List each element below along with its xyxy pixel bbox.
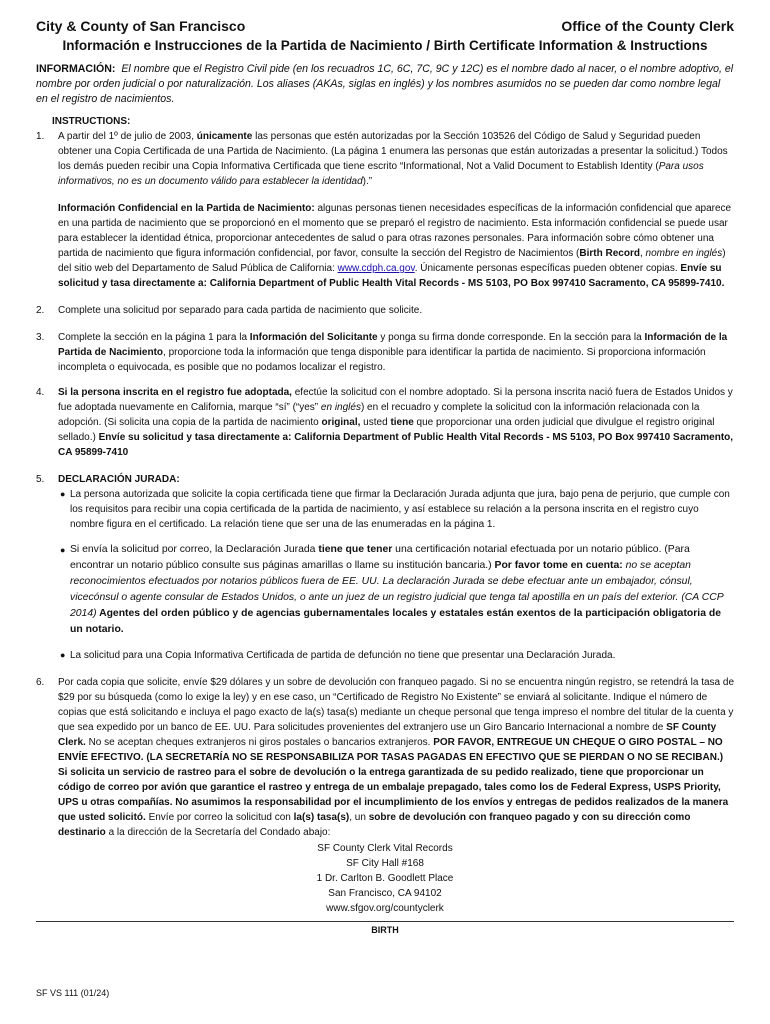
item-4-text bbox=[58, 385, 734, 460]
text-run: Por cada copia que solicite, envíe $29 dólares y un sobre de devolución con franqueo pagado. Si no se encuentra ningún registro, se retendrá la tasa de $29 por su búsqueda (como lo exige la ley) y en ese caso, un “Certificado de Registro No Existente” se enviará al solicitante. Indique el número de copias que está solicitando e incluya el pago exacto de la(s) tasa(s) mediante un cheque personal que tenga impreso el nombre del titular de la cuenta y que sea expedido por un banco de EE. UU. Para solicitudes provenientes del extranjero use un Giro Bancario Internacional a nombre de bbox=[58, 677, 735, 733]
address-line: SF County Clerk Vital Records bbox=[317, 843, 453, 854]
text-run-italic: no se aceptan reconocimientos efectuados por notarios públicos fuera de EE. UU. La declaración Jurada se debe efectuar ante un embajador, cónsul, vicecónsul o agente consular de Estados Unidos, o ante un juez de un registro judicial que tenga tal apostilla en un país del exterior. (CA CCP 2014) bbox=[70, 560, 724, 619]
affidavit-title: DECLARACIÓN JURADA: bbox=[58, 474, 180, 485]
item-number: 6. bbox=[36, 677, 45, 688]
text-run: , proporcione toda la información que tenga disponible para identificar la partida de nacimiento. Si proporciona información incompleta o equivocada, es posible que no podamos localizar el registro. bbox=[58, 347, 706, 373]
text-run-bold: original, bbox=[321, 417, 361, 428]
spacer bbox=[36, 318, 734, 330]
item-2-text: Complete una solicitud por separado para cada partida de nacimiento que solicite. bbox=[58, 305, 423, 316]
instruction-item-1 bbox=[36, 129, 734, 291]
text-run-bold: Información del Solicitante bbox=[249, 332, 378, 343]
spacer bbox=[58, 638, 734, 648]
bullet-icon: ● bbox=[60, 545, 66, 555]
header bbox=[36, 18, 734, 35]
text-run: Si envía la solicitud por correo, la Declaración Jurada bbox=[70, 544, 319, 555]
form-number: SF VS 111 (01/24) bbox=[36, 988, 110, 998]
list-item bbox=[60, 542, 734, 638]
confidential-label: Información Confidencial en la Partida de Nacimiento: bbox=[58, 203, 315, 214]
spacer bbox=[58, 532, 734, 542]
text-run-bold: tiene que tener bbox=[318, 544, 393, 555]
cdph-link[interactable]: www.cdph.ca.gov bbox=[337, 263, 415, 274]
text-run-bold: POR FAVOR, ENTREGUE UN CHEQUE O GIRO POSTAL – NO ENVÍE EFECTIVO. (LA SECRETARÍA NO SE RESPONSABILIZA POR TASAS PAGADAS EN EFECTIVO QUE SE PIERDAN O NO SE RECIBAN.) Si solicita un servicio de rastreo para el sobre de devolución o la entrega garantizada de su pedido realizado, tiene que proporcionar un código de correo por avión que garantice el rastreo y entrega de un embalaje prepagado, tales como los de Federal Express, USPS Priority, UPS u otras compañías. No asumimos la responsabilidad por el incumplimiento de los envíos y entregas de pedidos realizados de la manera que usted solicitó. bbox=[58, 737, 729, 823]
footer-section-label: BIRTH bbox=[371, 925, 399, 935]
text-run: No se aceptan cheques extranjeros ni giros postales o bancarios extranjeros. bbox=[85, 737, 434, 748]
text-run: las personas que estén autorizadas por la Sección 103526 del Código de Salud y Seguridad pueden obtener una Copia Certificada de una Partida de Nacimiento. (La página 1 enumera las personas que están autorizadas a presentar la solicitud.) Todos los demás pueden recibir una Copia Informativa Certificada que tiene escrito “Informational, Not a Valid Document to Establish Identity ( bbox=[58, 131, 728, 172]
spacer bbox=[36, 460, 734, 472]
item-number: 5. bbox=[36, 474, 45, 485]
item-body bbox=[58, 129, 734, 291]
text-run-bold: SF County Clerk. bbox=[58, 722, 717, 748]
item-number: 1. bbox=[36, 131, 45, 142]
text-run-bold: tiene bbox=[390, 417, 414, 428]
text-run-bold: únicamente bbox=[196, 131, 253, 142]
info-label: INFORMACIÓN: bbox=[36, 63, 116, 75]
item-number: 3. bbox=[36, 332, 45, 343]
bullet-text: La solicitud para una Copia Informativa Certificada de partida de defunción no tiene que presentar una Declaración Jurada. bbox=[70, 650, 616, 661]
header-office: Office of the County Clerk bbox=[561, 18, 734, 34]
text-run: Complete la sección en la página 1 para la bbox=[58, 332, 250, 343]
address-line: SF City Hall #168 bbox=[346, 858, 424, 869]
bullet-icon: ● bbox=[60, 650, 66, 660]
text-run-bold: Envíe su solicitud y tasa directamente a: California Department of Public Health Vital Records - MS 5103, PO Box 997410 Sacramento, CA 95899-7410. bbox=[58, 263, 725, 289]
list-item bbox=[60, 487, 734, 532]
spacer bbox=[36, 291, 734, 303]
bullet-icon: ● bbox=[60, 489, 66, 499]
confidential-info-text bbox=[58, 201, 734, 291]
item-body bbox=[58, 472, 734, 663]
spacer bbox=[58, 189, 734, 201]
website-link[interactable]: www.sfgov.org/countyclerk bbox=[326, 903, 444, 914]
address-line: 1 Dr. Carlton B. Goodlett Place bbox=[316, 873, 454, 884]
address-line: San Francisco, CA 94102 bbox=[328, 888, 442, 899]
text-run-bold: Información de la Partida de Nacimiento bbox=[58, 332, 728, 358]
text-run: A partir del 1º de julio de 2003, bbox=[58, 131, 197, 142]
item-number: 2. bbox=[36, 305, 45, 316]
text-run-italic: en inglés bbox=[320, 402, 361, 413]
text-run: Envíe por correo la solicitud con bbox=[145, 812, 294, 823]
mailing-address bbox=[36, 841, 734, 916]
text-run-bold: sobre de devolución con franqueo pagado y con su dirección como destinario bbox=[58, 812, 691, 838]
text-run: ) en el recuadro y complete la solicitud con la información relacionada con la adopción. (Si solicita una copia de la partida de nacimiento bbox=[58, 402, 700, 428]
instruction-item-2 bbox=[36, 303, 734, 318]
document-title: Información e Instrucciones de la Partida de Nacimiento / Birth Certificate Information & Instructions bbox=[62, 38, 708, 53]
text-run: efectúe la solicitud con el nombre adoptado. Si la persona inscrita nació fuera de Estados Unidos y fue adoptada nuevamente en California, marque “sí” (“yes” bbox=[58, 387, 733, 413]
text-run-bold: Si la persona inscrita en el registro fue adoptada, bbox=[58, 387, 292, 398]
text-run-bold: Agentes del orden público y de agencias gubernamentales locales y estatales están exentos de la participación obligatoria de un notario. bbox=[70, 608, 721, 635]
instruction-item-3 bbox=[36, 330, 734, 375]
text-run: que proporcionar una orden judicial que divulgue el registro original sellado.) bbox=[58, 417, 715, 443]
spacer bbox=[36, 375, 734, 385]
footer-divider bbox=[36, 921, 734, 922]
text-run: y ponga su firma donde corresponde. En la sección para la bbox=[377, 332, 645, 343]
text-run: ).” bbox=[362, 176, 373, 187]
instructions-title: INSTRUCTIONS: bbox=[52, 116, 131, 127]
text-run: ) del sitio web del Departamento de Salud Pública de California: bbox=[58, 248, 726, 274]
instructions bbox=[36, 114, 734, 916]
text-run: a la dirección de la Secretaría del Condado abajo: bbox=[105, 827, 331, 838]
item-1-text bbox=[58, 129, 734, 189]
text-run: algunas personas tienen necesidades específicas de la información confidencial que aparece en una partida de nacimiento que se proporcionó en el momento que se preparó el registro de nacimiento. Esta información confidencial se puede usar para establecer la identidad étnica, proporcionar antecedentes de salud o para otras razones personales. Para información sobre cómo obtener una partida de nacimiento que figura información confidencial, por favor, consulte la sección del Registro de Nacimientos ( bbox=[58, 203, 732, 259]
info-paragraph bbox=[36, 62, 734, 107]
item-number: 4. bbox=[36, 387, 45, 398]
instruction-item-4 bbox=[36, 385, 734, 460]
instruction-item-6 bbox=[36, 675, 734, 840]
item-3-text bbox=[58, 330, 734, 375]
text-run: una certificación notarial efectuada por un notario público. (Para encontrar un notario público consulte sus páginas amarillas o llame su institución bancaria.) bbox=[70, 544, 690, 571]
header-agency: City & County of San Francisco bbox=[36, 18, 246, 34]
text-run-bold: Birth Record bbox=[579, 248, 640, 259]
text-run: . Únicamente personas específicas pueden obtener copias. bbox=[414, 263, 681, 274]
spacer bbox=[36, 663, 734, 675]
info-text: El nombre que el Registro Civil pide (en los recuadros 1C, 6C, 7C, 9C y 12C) es el nombre dado al nacer, o el nombre adoptivo, el nombre por orden judicial o por naturalización. Los aliases (AKAs, siglas en inglés) y los nombres asumidos no se pueden dar como nombre legal en el registro de nacimientos. bbox=[36, 63, 734, 105]
text-run-italic: Para usos informativos, no es un documento válido para establecer la identidad bbox=[58, 161, 704, 187]
text-run-italic: nombre en inglés bbox=[645, 248, 723, 259]
text-run: usted bbox=[360, 417, 391, 428]
list-item bbox=[60, 648, 734, 663]
text-run: , bbox=[639, 248, 646, 259]
bullet-text: La persona autorizada que solicite la copia certificada tiene que firmar la Declaración Jurada adjunta que jura, bajo pena de perjurio, que cumple con los requisitos para recibir una copia certificada de la partida de nacimiento, y así establece su relación a la persona inscrita en el registro cuyo nombre figura en el certificado. La relación tiene que ser una de las enumeradas en la página 1. bbox=[70, 489, 730, 530]
bullet-text bbox=[70, 542, 734, 638]
text-run-bold: Por favor tome en cuenta: bbox=[494, 560, 623, 571]
instruction-item-5 bbox=[36, 472, 734, 663]
text-run-bold: Envíe su solicitud y tasa directamente a: California Department of Public Health Vital Records - MS 5103, PO Box 997410 Sacramento, CA 95899-7410 bbox=[58, 432, 734, 458]
item-6-text bbox=[58, 675, 734, 840]
text-run-bold: la(s) tasa(s) bbox=[293, 812, 350, 823]
text-run: , un bbox=[349, 812, 369, 823]
